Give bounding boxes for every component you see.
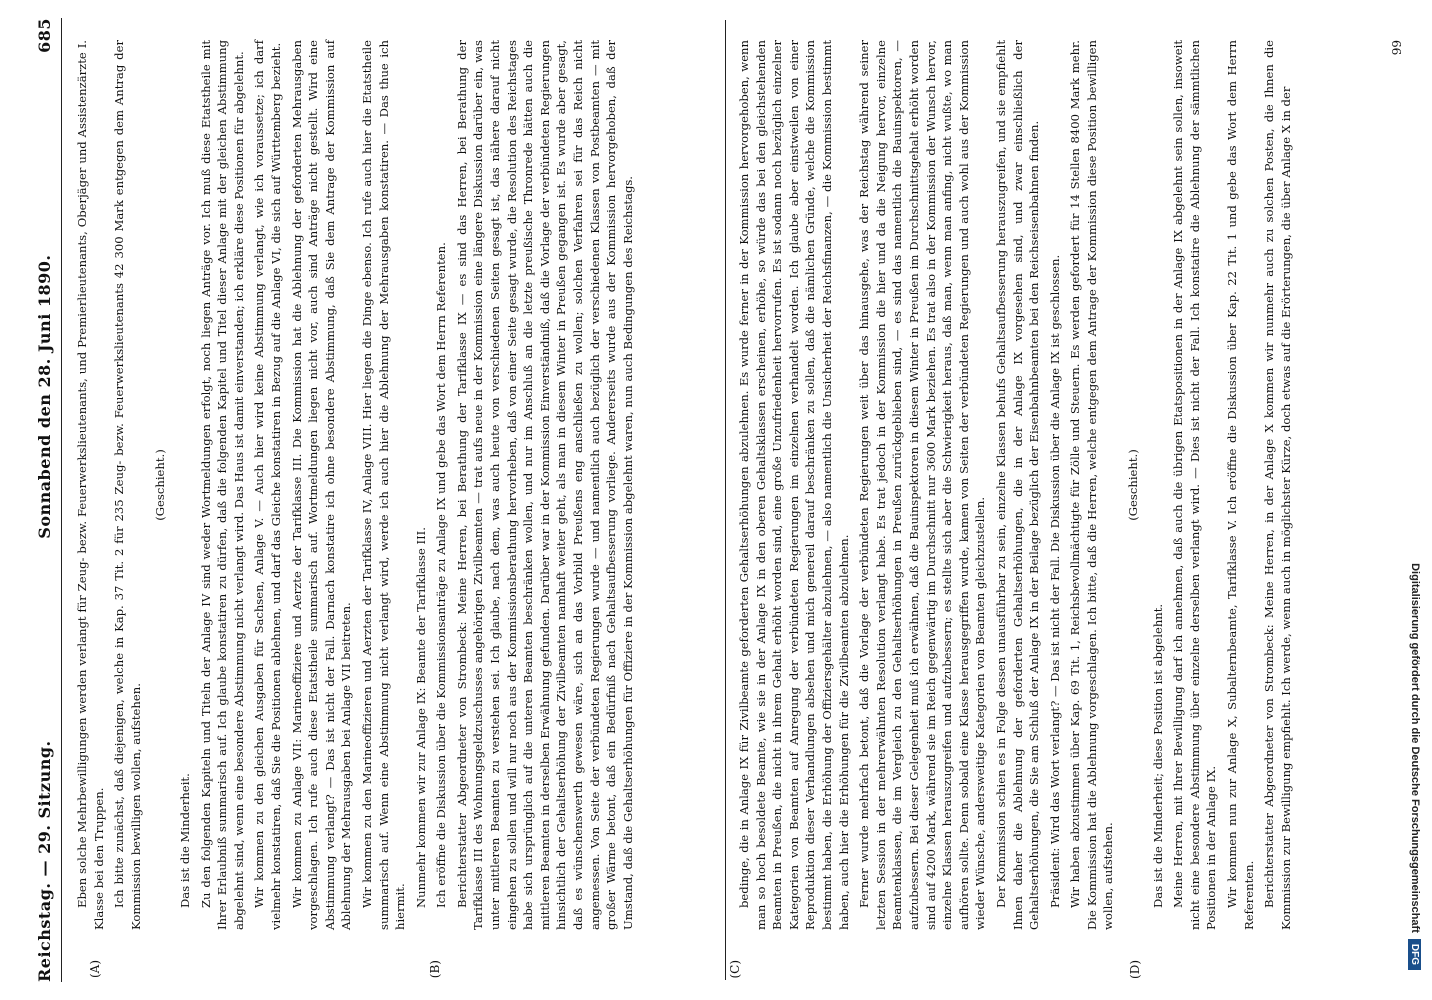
paragraph: Wir haben abzustimmen über Kap. 69 Tit. 1, Reichsbevollmächtigte für Zölle und Steuern. Es werden gefordert für 14 Stellen 8400 Mark mehr. Die Kommission hat die Ablehnung vorgeschlagen. Ich bitte, daß die Herren, welche entgegen dem Antrage der Kommission diese Position bewilligen wollen, aufstehen.: [1068, 40, 1116, 930]
signature-mark: 99: [1390, 40, 1404, 56]
paragraph: bedinge, die in Anlage IX für Zivilbeamte geforderten Gehaltserhöhungen abzulehnen. Es wurde ferner in der Kommission hervorgehoben, wenn man so hoch besoldete Beamte, wie sie in der Anlage IX in den oberen Gehaltsklassen erscheinen, erhöhe, so würde das bei den gleichstehenden Beamten in Preußen, die nicht in ihrem Gehalt erhöht worden sind, eine große Unzufriedenheit hervorrufen. Es ist sodann noch bezüglich einzelner Kategorien von Beamten auf Anregung der verbündeten Regierungen im einzelnen verhandelt worden. Ich glaube aber einstweilen von einer Reproduktion dieser Verhandlungen absehen und mich genereil darauf beschränken zu sollen, daß die nämlichen Gründe, welche die Kommission bestimmt haben, die Erhöhung der Offiziersgehälter abzulehnen, — also namentlich die Unsicherheit der Reichsfinanzen, — die Kommission bestimmt haben, auch hier die Erhöhungen für die Zivilbeamten abzulehnen.: [737, 40, 851, 930]
paragraph: Wir kommen zu Anlage VII: Marineoffiziere und Aerzte der Tarifklasse III. Die Kommission hat die Ablehnung der geforderten Mehrausgaben vorgeschlagen. Ich rufe auch diese Etatstheile summarisch auf. Wortmeldungen liegen nicht vor, auch sind Anträge nicht gestellt. Wird eine Abstimmung verlangt? — Das ist nicht der Fall. Darnach konstatire ich ohne besondere Abstimmung, daß Sie dem Antrage der Kommission auf Ablehnung der Mehrausgaben bei Anlage VII beitreten.: [289, 40, 354, 930]
paragraph: Zu den folgenden Kapiteln und Titeln der Anlage IV sind weder Wortmeldungen erfolgt, noch liegen Anträge vor. Ich muß diese Etatstheile mit Ihrer Erlaubniß summarisch auf. Ich glaube konstatiren zu dürfen, daß die folgenden Kapitel und Titel dieser Anlage mit der gleichen Abstimmung abgelehnt sind, wenn eine besondere Abstimmung nicht verlangt wird. Das Haus ist damit einverstanden; ich erkläre diese Positionen für abgelehnt.: [198, 40, 246, 930]
paragraph: Nunmehr kommen wir zur Anlage IX: Beamte der Tarifklasse III.: [413, 527, 428, 908]
paragraph: Ich eröffne die Diskussion über die Kommissionsanträge zu Anlage IX und gebe das Wort dem Herrn Referenten.: [434, 242, 449, 908]
page-number: 685: [35, 18, 54, 53]
paragraph: (Geschieht.): [153, 449, 168, 521]
credit-text: Digitalisierung gefördert durch die Deutsche Forschungsgemeinschaft: [1409, 563, 1421, 933]
paragraph: Eben solche Mehrbewilligungen werden verlangt für Zeug- bezw. Feuerwerkslieutenants, und Premierlieutenants, Oberjäger und Assistenzärzte I. Klasse bei den Truppen.: [75, 40, 106, 930]
paragraph: Wir kommen zu den Marineoffizieren und Aerzten der Tarifklasse IV, Anlage VIII. Hier liegen die Dinge ebenso. Ich rufe auch hier die Etatstheile summarisch auf. Wenn eine Abstimmung nicht verlangt wird, werde ich auch hier die Ablehnung der Mehrausgaben konstatiren. — Das thue ich hiermit.: [359, 40, 408, 930]
paragraph: (Geschieht.): [1126, 449, 1141, 521]
paragraph: Berichterstatter Abgeordneter von Strombeck: Meine Herren, in der Anlage X kommen wir nunmehr auch zu solchen Posten, die Ihnen die Kommission zur Bewilligung empfiehlt. Ich werde, wenn auch in möglichster Kürze, doch etwas auf die Erörterungen, die über Anlage X in der: [1262, 40, 1293, 930]
margin-mark-c: (C): [728, 960, 742, 979]
paragraph: Ich bitte zunächst, daß diejenigen, welche in Kap. 37 Tit. 2 für 235 Zeug- bezw. Feuerwerkslieutenants 42 300 Mark entgegen dem Antrag der Kommission bewilligen wollen, aufstehen.: [112, 40, 143, 930]
paragraph: Ferner wurde mehrfach betont, daß die Vorlage der verbündeten Regierungen weit über das hinausgehe, was der Reichstag während seiner letzten Session in der mehrerwähnten Resolution verlangt habe. Es trat jedoch in der Kommission die hier und da die Neigung hervor, einzelne Beamtenklassen, die im Vergleich zu den Gehaltserhöhungen in Preußen zurückgeblieben sind, — es sind das namentlich die Bauinspektoren, — aufzubessern. Bei dieser Gelegenheit muß ich erwähnen, daß die Bauinspektoren in diesem Winter in Preußen im Durchschnittsgehalt erhöht worden sind auf 4200 Mark, während sie im Reich gegenwärtig im Durchschnitt nur 3600 Mark beziehen. Es trat also in der Kommission der Wunsch hervor, einzelne Klassen herauszugreifen und aufzubessern; es stellte sich aber die Schwierigkeit heraus, daß man, wenn man anfing, nicht wußte, wo man aufhören sollte. Denn sobald eine Klasse herausgegriffen wurde, kamen von Seiten der verbündeten Regierungen und auch wohl aus der Kommission wieder Wünsche, andersweitige Kategorien von Beamten gleichzustellen.: [857, 40, 988, 930]
dfg-logo-icon: DFG: [1409, 939, 1422, 970]
left-column: [74, 40, 714, 930]
paragraph: Wir kommen zu den gleichen Ausgaben für Sachsen, Anlage V. — Auch hier wird keine Abstimmung verlangt, wie ich voraussetze; ich darf vielmehr konstatiren, daß Sie die Positionen ablehnen, und darf das Gleiche konstatiren in Bezug auf die Anlage VI, die sich auf Württemberg bezieht.: [252, 40, 283, 930]
right-column: [736, 40, 1392, 930]
digitization-credit: [1406, 30, 1424, 970]
header-center: Sonnabend den 28. Juni 1890.: [35, 254, 54, 539]
paragraph: Präsident: Wird das Wort verlangt? — Das ist nicht der Fall. Die Diskussion über die Anlage IX ist geschlossen.: [1047, 254, 1062, 908]
margin-mark-a: (A): [88, 960, 102, 979]
paragraph: Das ist die Minderheit; diese Position ist abgelehnt.: [1150, 603, 1165, 908]
paragraph: Der Kommission schien es in Folge dessen unausführbar zu sein, einzelne Klassen behufs Gehaltsaufbesserung herauszugreifen, und sie empfiehlt Ihnen daher die Ablehnung der geforderten Gehaltserhöhungen, die in der Anlage IX vorgesehen sind, und zwar einschließlich der Gehaltserhöhungen, die Sie am Schluß der Anlage IX in der Beilage bezüglich der Eisenbahnbeamten bei den Reichseisenbahnen finden.: [993, 40, 1042, 930]
header-left: Reichstag. — 29. Sitzung.: [35, 740, 54, 982]
margin-mark-b: (B): [428, 960, 442, 979]
column-divider: [725, 20, 726, 980]
margin-mark-d: (D): [1128, 960, 1142, 979]
paragraph: Das ist die Minderheit.: [177, 773, 192, 908]
paragraph: Berichterstatter Abgeordneter von Strombeck: Meine Herren, bei Berathung der Tarifklasse IX — es sind das Herren, bei Berathung der Tarifklasse III des Wohnungsgeldzuschusses angehörigen Zivilbeamten — trat aufs neue in der Kommission eine längere Diskussion darüber ein, was unter mittleren Beamten zu verstehen sei. Ich glaube, nach dem, was auch heute von verschiedenen Seiten gesagt ist, das nähere darauf nicht eingehen zu sollen und will nur noch aus der Kommissionsberathung hervorheben, daß von einer Seite gesagt wurde, die Resolution des Reichstages habe sich ursprünglich auf die unteren Beamten beschränken wollen, und nur im Anschluß an die letzte preußische Thronrede hätten auch die mittleren Beamten in derselben Erwähnung gefunden. Darüber war in der Kommission Einverständniß, daß die Vorlage der verbündeten Regierungen hinsichtlich der Gehaltserhöhung der Zivilbeamten namhaft weiter geht, als man in diesem Winter in Preußen gegangen ist. Es wurde aber gesagt, daß es wünschenswerth gewesen wäre, sich an das Vorbild Preußens eng anschließen zu wollen; solchen Verfahren sei für das Reich nicht angemessen. Von Seite der verbündeten Regierungen wurde — und namentlich auch bezüglich der verschiedenen Klassen von Postbeamten — mit großer Wärme betont, daß ein Bedürfniß nach Gehaltsaufbesserung vorliege. Andererseits wurde aus der Kommission hervorgehoben, daß der Umstand, daß die Gehaltserhöhungen für Offiziere in der Kommission abgelehnt waren, nun auch Bedingungen des Reichstags.: [454, 40, 635, 930]
paragraph: Wir kommen nun zur Anlage X, Subalternbeamte, Tarifklasse V. Ich eröffne die Diskussion über Kap. 22 Tit. 1 und gebe das Wort dem Herrn Referenten.: [1225, 40, 1256, 930]
page-header: [28, 18, 62, 982]
paragraph: Meine Herren, mit Ihrer Bewilligung darf ich annehmen, daß auch die übrigen Etatspositionen in der Anlage IX abgelehnt sein sollen, insoweit nicht eine besondere Abstimmung über einzelne derselben verlangt wird. — Dies ist nicht der Fall. Ich konstatire die Ablehnung der sämmtlichen Positionen in der Anlage IX.: [1171, 40, 1219, 930]
